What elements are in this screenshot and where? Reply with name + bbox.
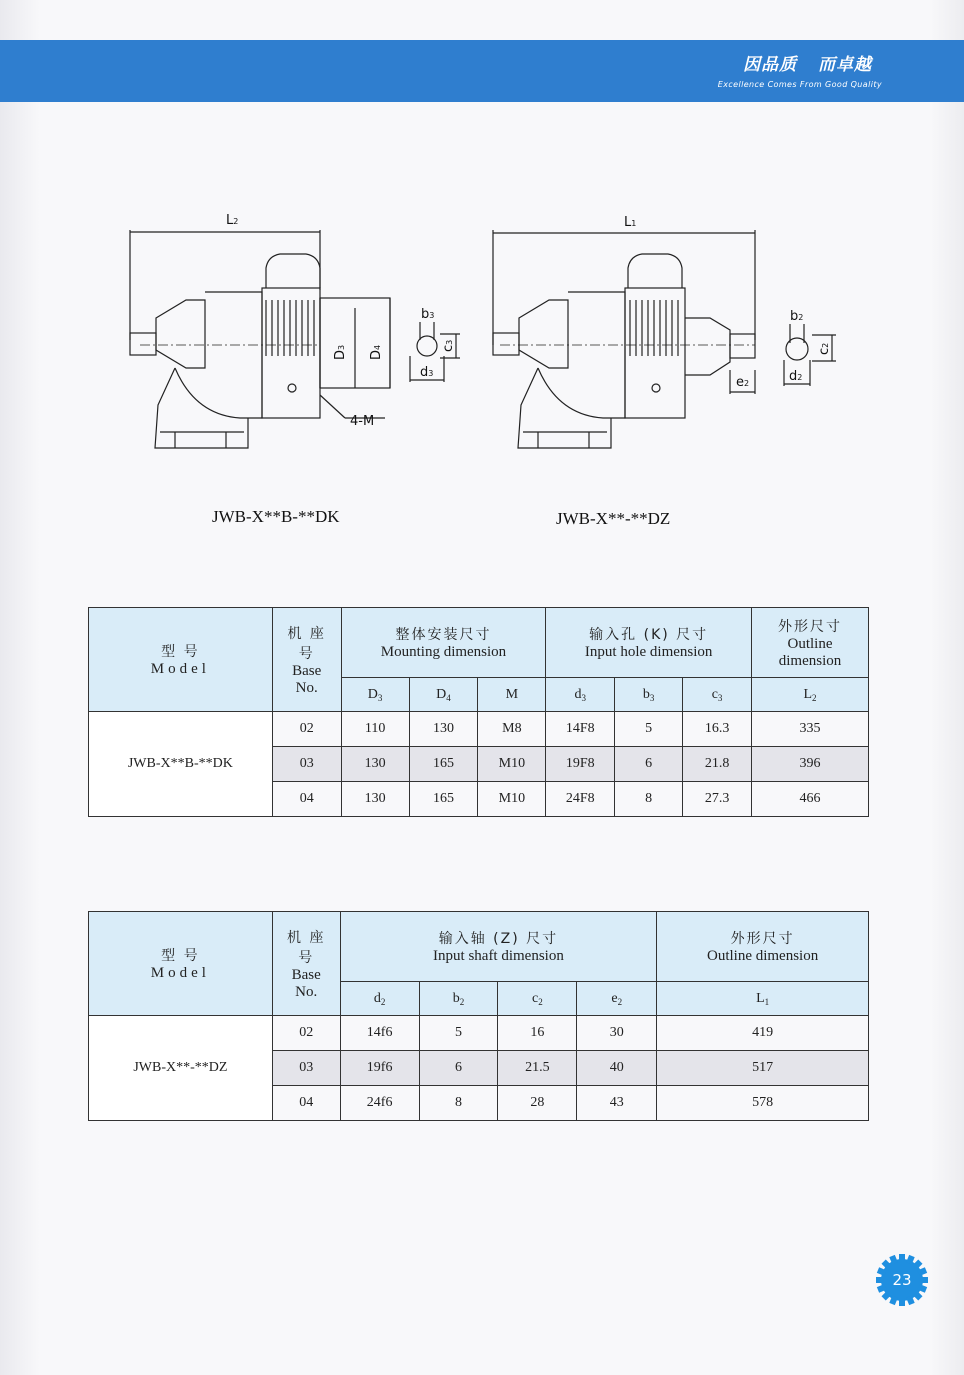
dk-c3-label: c3 [441, 339, 456, 352]
col-header: $D_3$ [341, 678, 409, 712]
value-cell: 14F8 [546, 712, 615, 747]
header-slogan: 因品质 而卓越 [743, 55, 872, 75]
value-cell: 43 [577, 1086, 657, 1121]
base-cell: 02 [272, 712, 341, 747]
value-cell: 21.5 [498, 1051, 577, 1086]
value-cell: 5 [615, 712, 683, 747]
value-cell: 27.3 [683, 782, 752, 817]
technical-drawings [120, 200, 832, 460]
mounting-dimension-header: 整体安装尺寸 Mounting dimension [341, 608, 546, 678]
value-cell: 517 [657, 1051, 869, 1086]
outline-dimension-header: 外形尺寸 Outline dimension [752, 608, 869, 678]
model-name-cell: JWB-X**B-**DK [89, 712, 273, 817]
col-header: $c_3$ [683, 678, 752, 712]
value-cell: M10 [478, 747, 546, 782]
dz-c2-label: c2 [817, 342, 832, 355]
dk-d3-label: D3 [333, 344, 348, 360]
base-header: 机 座 号 Base No. [272, 608, 341, 712]
col-header: $D_4$ [409, 678, 478, 712]
value-cell: 16.3 [683, 712, 752, 747]
value-cell: 14f6 [340, 1016, 419, 1051]
base-cell: 03 [272, 747, 341, 782]
dz-e2-label: e2 [736, 375, 750, 390]
caption-dk: JWB-X**B-**DK [212, 507, 340, 526]
dk-length-label: L2 [226, 213, 239, 228]
base-cell: 02 [272, 1016, 340, 1051]
value-cell: 419 [657, 1016, 869, 1051]
table-row [89, 712, 869, 747]
dk-d4-label: D4 [369, 344, 384, 360]
col-header: $L_1$ [657, 982, 869, 1016]
header-slogan-english: Excellence Comes From Good Quality [717, 80, 882, 89]
dk-bolt-label: 4-M [350, 414, 375, 429]
value-cell: 5 [419, 1016, 498, 1051]
col-header: $d_3$ [546, 678, 615, 712]
value-cell: 24f6 [340, 1086, 419, 1121]
caption-dz: JWB-X**-**DZ [556, 509, 671, 528]
value-cell: 130 [341, 747, 409, 782]
value-cell: 466 [752, 782, 869, 817]
col-header: $L_2$ [752, 678, 869, 712]
value-cell: 30 [577, 1016, 657, 1051]
spec-table-dz [88, 911, 869, 1121]
col-header: $d_2$ [340, 982, 419, 1016]
value-cell: 19f6 [340, 1051, 419, 1086]
value-cell: 165 [409, 782, 478, 817]
base-header: 机 座 号 Base No. [272, 912, 340, 1016]
value-cell: 110 [341, 712, 409, 747]
value-cell: 28 [498, 1086, 577, 1121]
value-cell: 130 [341, 782, 409, 817]
drawing-dk-body [130, 230, 460, 448]
value-cell: M8 [478, 712, 546, 747]
col-header: $b_2$ [419, 982, 498, 1016]
input-shaft-dimension-header: 输入轴 (Z) 尺寸 Input shaft dimension [340, 912, 657, 982]
value-cell: M10 [478, 782, 546, 817]
col-header: $c_2$ [498, 982, 577, 1016]
value-cell: 40 [577, 1051, 657, 1086]
page-number: 23 [892, 1271, 912, 1289]
header-bar [0, 40, 964, 102]
table-row [89, 1016, 869, 1051]
model-header: 型 号 Model [89, 912, 273, 1016]
value-cell: 335 [752, 712, 869, 747]
input-hole-dimension-header: 输入孔 (K) 尺寸 Input hole dimension [546, 608, 752, 678]
col-header: $e_2$ [577, 982, 657, 1016]
outline-dimension-header: 外形尺寸 Outline dimension [657, 912, 869, 982]
base-cell: 03 [272, 1051, 340, 1086]
dk-b3-label: b3 [421, 307, 435, 322]
value-cell: 396 [752, 747, 869, 782]
dz-b2-label: b2 [790, 309, 804, 324]
value-cell: 6 [419, 1051, 498, 1086]
value-cell: 24F8 [546, 782, 615, 817]
value-cell: 130 [409, 712, 478, 747]
spec-table-dk [88, 607, 869, 817]
value-cell: 19F8 [546, 747, 615, 782]
value-cell: 6 [615, 747, 683, 782]
value-cell: 165 [409, 747, 478, 782]
drawing-dz-body [493, 230, 836, 448]
value-cell: 21.8 [683, 747, 752, 782]
dz-length-label: L1 [624, 215, 637, 230]
dz-d2-label: d2 [789, 369, 803, 384]
value-cell: 8 [419, 1086, 498, 1121]
base-cell: 04 [272, 1086, 340, 1121]
col-header: $b_3$ [615, 678, 683, 712]
value-cell: 578 [657, 1086, 869, 1121]
col-header: M [478, 678, 546, 712]
model-name-cell: JWB-X**-**DZ [89, 1016, 273, 1121]
base-cell: 04 [272, 782, 341, 817]
value-cell: 16 [498, 1016, 577, 1051]
value-cell: 8 [615, 782, 683, 817]
model-header: 型 号 Model [89, 608, 273, 712]
dk-d3-small-label: d3 [420, 365, 434, 380]
